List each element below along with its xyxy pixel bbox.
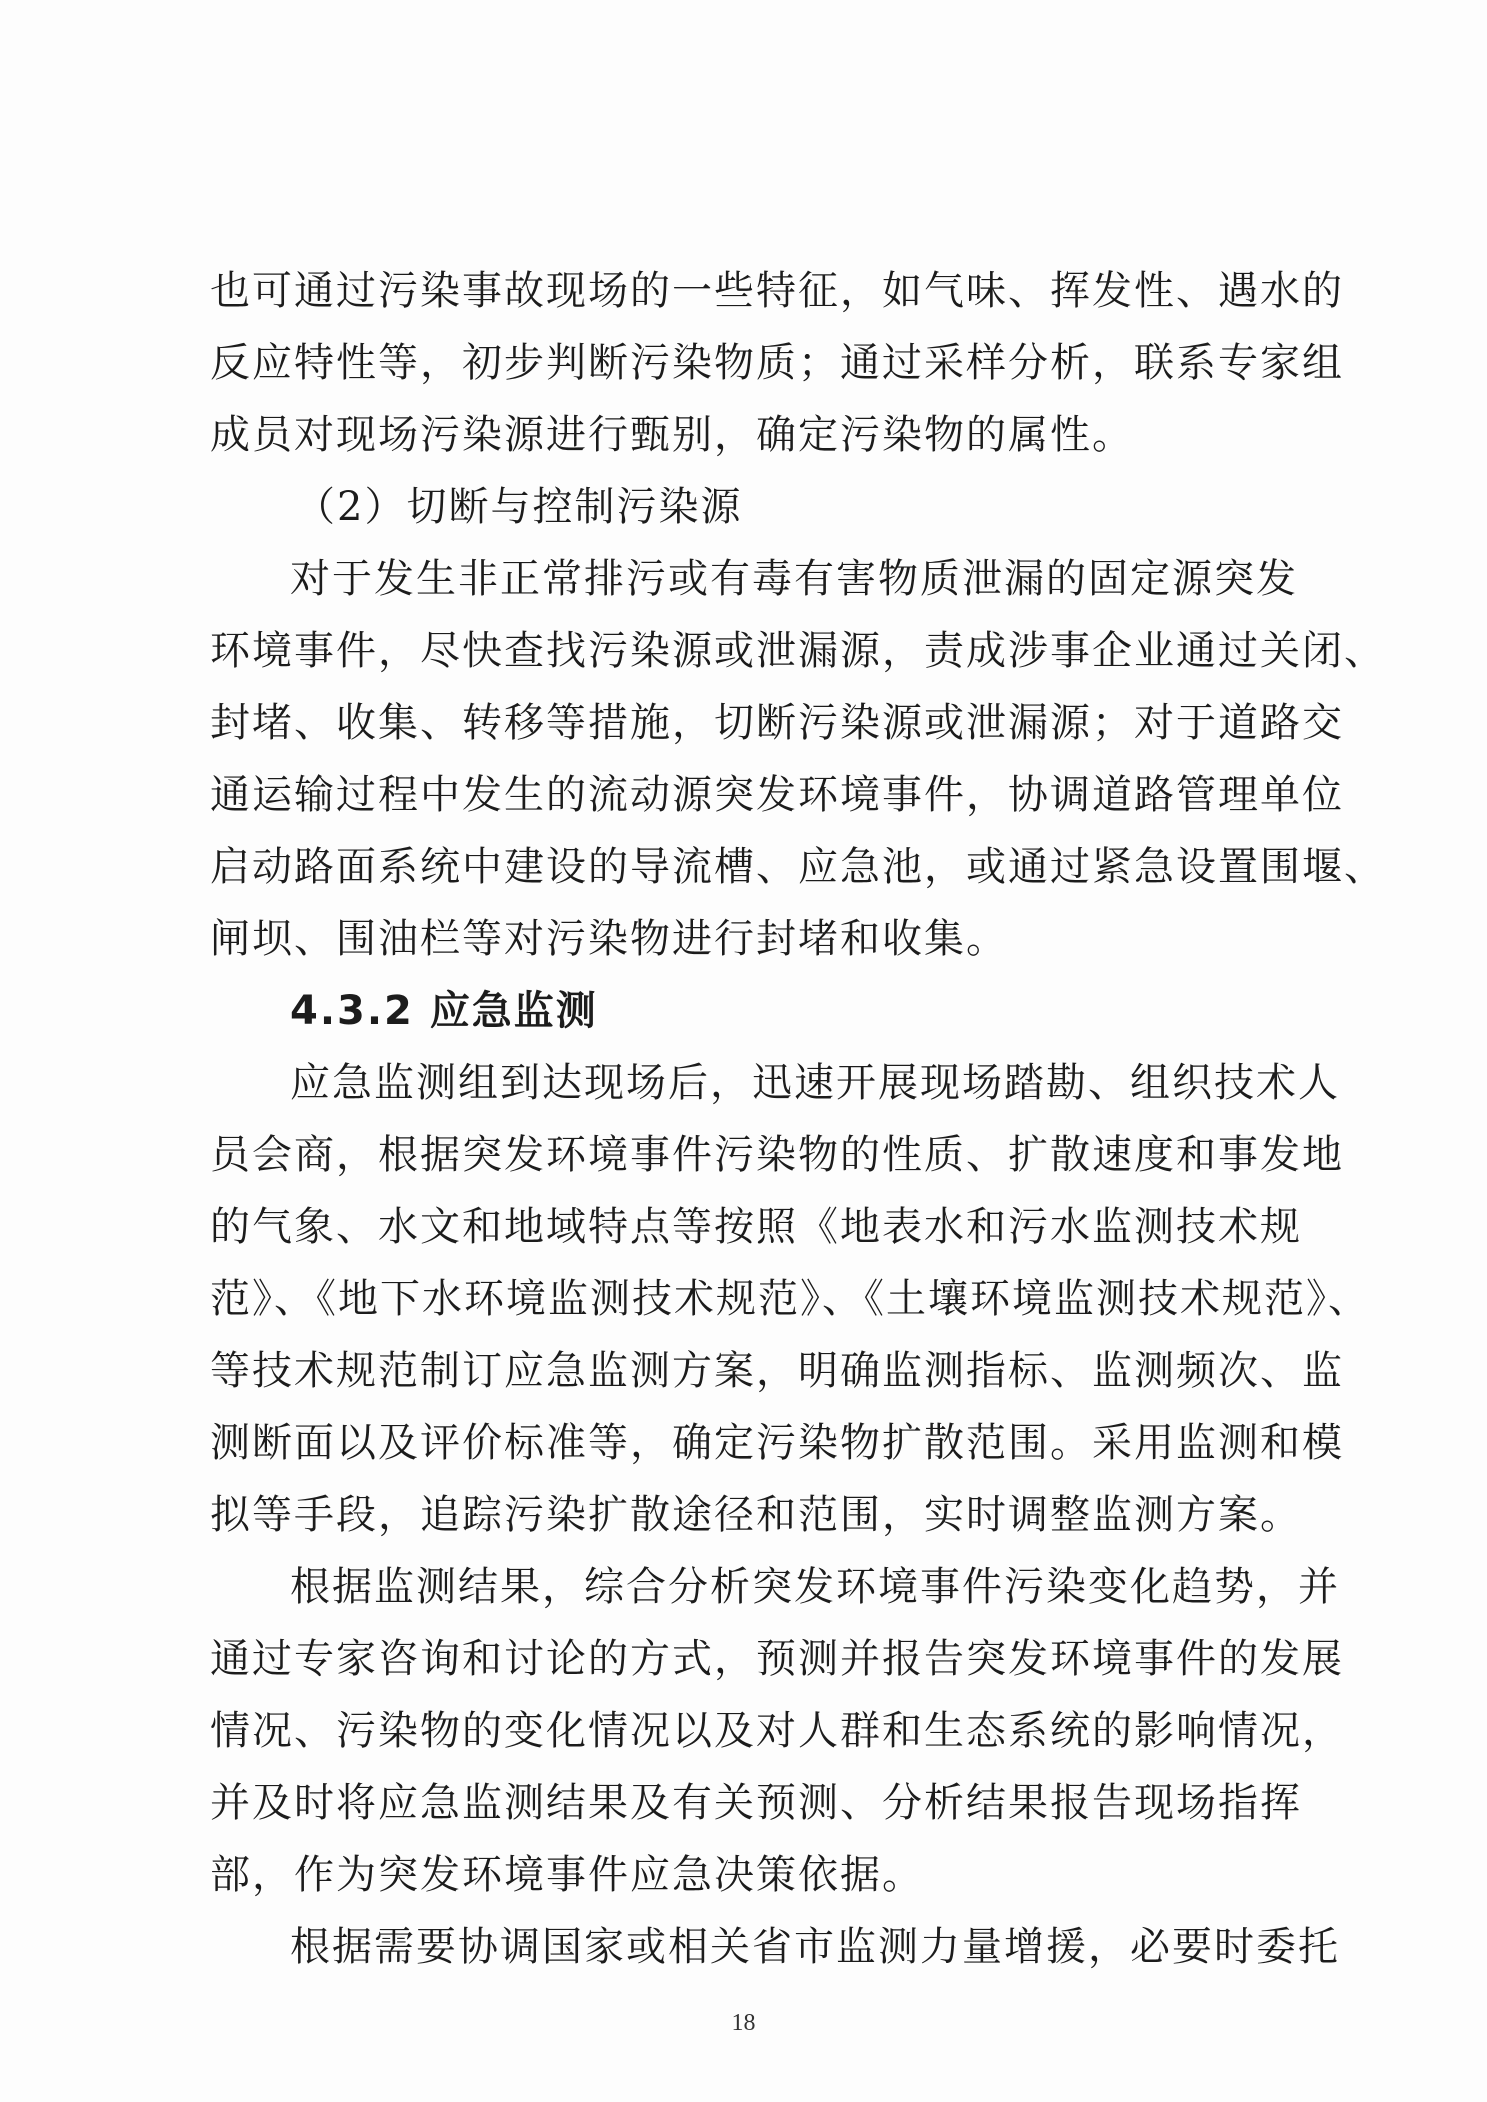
text-line: 拟等手段，追踪污染扩散途径和范围，实时调整监测方案。 [210, 1492, 1302, 1538]
text-line: 部，作为突发环境事件应急决策依据。 [210, 1852, 924, 1898]
text-line: 成员对现场污染源进行甄别，确定污染物的属性。 [210, 412, 1134, 458]
text-line: 启动路面系统中建设的导流槽、应急池，或通过紧急设置围堰、 [210, 844, 1386, 890]
section-heading: 4.3.2 应急监测 [290, 988, 598, 1034]
text-line: 闸坝、围油栏等对污染物进行封堵和收集。 [210, 916, 1008, 962]
text-line: 封堵、收集、转移等措施，切断污染源或泄漏源；对于道路交 [210, 700, 1344, 746]
text-line: 情况、污染物的变化情况以及对人群和生态系统的影响情况， [210, 1708, 1344, 1754]
text-line: 反应特性等，初步判断污染物质；通过采样分析，联系专家组 [210, 340, 1344, 386]
text-line: 的气象、水文和地域特点等按照《地表水和污水监测技术规 [210, 1204, 1302, 1250]
text-line: 等技术规范制订应急监测方案，明确监测指标、监测频次、监 [210, 1348, 1344, 1394]
text-line: 测断面以及评价标准等，确定污染物扩散范围。采用监测和模 [210, 1420, 1344, 1466]
text-line: 通过专家咨询和讨论的方式，预测并报告突发环境事件的发展 [210, 1636, 1344, 1682]
text-line: 根据监测结果，综合分析突发环境事件污染变化趋势，并 [290, 1564, 1340, 1610]
text-line: 对于发生非正常排污或有毒有害物质泄漏的固定源突发 [290, 556, 1298, 602]
text-line: 范》、《地下水环境监测技术规范》、《土壤环境监测技术规范》、 [210, 1276, 1370, 1322]
text-line: 应急监测组到达现场后，迅速开展现场踏勘、组织技术人 [290, 1060, 1340, 1106]
page-number: 18 [731, 2010, 756, 2036]
document-body [210, 255, 1386, 1983]
subsection-heading: （2）切断与控制污染源 [295, 484, 743, 530]
text-line: 通运输过程中发生的流动源突发环境事件，协调道路管理单位 [210, 772, 1344, 818]
text-line: 并及时将应急监测结果及有关预测、分析结果报告现场指挥 [210, 1780, 1302, 1826]
text-line: 员会商，根据突发环境事件污染物的性质、扩散速度和事发地 [210, 1132, 1344, 1178]
text-line: 环境事件，尽快查找污染源或泄漏源，责成涉事企业通过关闭、 [210, 628, 1386, 674]
text-line: 根据需要协调国家或相关省市监测力量增援，必要时委托 [290, 1924, 1340, 1970]
text-line: 也可通过污染事故现场的一些特征，如气味、挥发性、遇水的 [210, 268, 1344, 314]
